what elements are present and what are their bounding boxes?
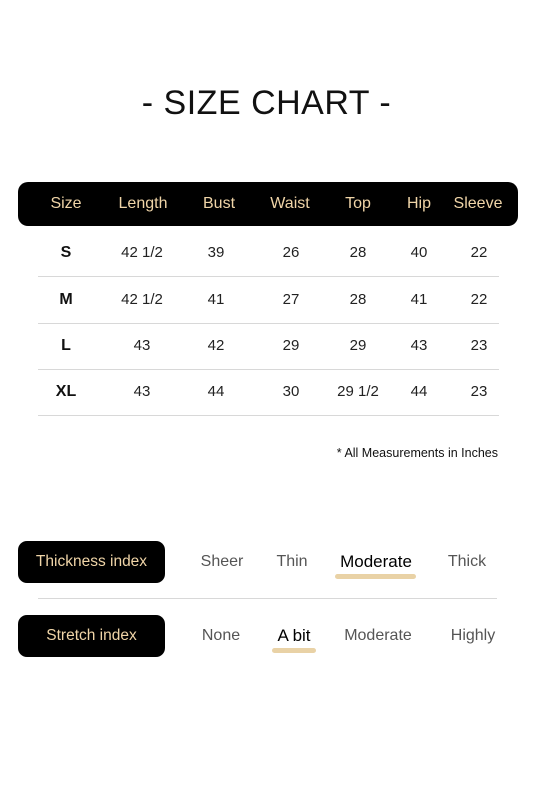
cell-top: 28 — [349, 291, 367, 308]
header-top: Top — [345, 195, 371, 212]
table-row — [38, 277, 499, 324]
cell-bust: 44 — [207, 383, 225, 400]
cell-length: 43 — [133, 337, 151, 354]
stretch-option-a-bit: A bit — [277, 626, 311, 645]
cell-waist: 30 — [282, 383, 300, 400]
stretch-selected-underline — [272, 648, 316, 653]
thickness-index-label: Thickness index — [18, 541, 165, 583]
cell-sleeve: 22 — [470, 244, 488, 261]
header-size: Size — [50, 195, 82, 212]
thickness-option-thin: Thin — [276, 553, 308, 570]
cell-hip: 44 — [410, 383, 428, 400]
table-row — [38, 369, 499, 416]
cell-hip: 43 — [410, 337, 428, 354]
cell-top: 28 — [349, 244, 367, 261]
cell-top: 29 — [349, 337, 367, 354]
cell-waist: 29 — [282, 337, 300, 354]
cell-waist: 26 — [282, 244, 300, 261]
cell-sleeve: 22 — [470, 291, 488, 308]
cell-size: XL — [55, 383, 77, 400]
cell-bust: 39 — [207, 244, 225, 261]
cell-top: 29 1/2 — [337, 383, 379, 400]
section-divider — [38, 598, 497, 599]
page-title: - SIZE CHART - — [141, 84, 392, 122]
cell-bust: 42 — [207, 337, 225, 354]
header-bust: Bust — [202, 195, 236, 212]
cell-sleeve: 23 — [470, 337, 488, 354]
header-sleeve: Sleeve — [453, 195, 503, 212]
cell-hip: 41 — [410, 291, 428, 308]
cell-size: S — [60, 244, 72, 261]
measurement-note: * All Measurements in Inches — [336, 446, 498, 460]
stretch-option-moderate: Moderate — [344, 627, 412, 644]
thickness-option-thick: Thick — [447, 553, 487, 570]
table-row — [38, 323, 499, 370]
header-length: Length — [118, 195, 168, 212]
cell-length: 43 — [133, 383, 151, 400]
thickness-option-sheer: Sheer — [200, 553, 244, 570]
cell-sleeve: 23 — [470, 383, 488, 400]
table-header — [18, 182, 518, 226]
table-row — [38, 230, 499, 277]
header-hip: Hip — [406, 195, 432, 212]
stretch-index-label: Stretch index — [18, 615, 165, 657]
cell-size: L — [61, 337, 71, 354]
thickness-option-moderate: Moderate — [340, 552, 412, 571]
cell-size: M — [59, 291, 73, 308]
stretch-option-none: None — [201, 627, 241, 644]
header-waist: Waist — [270, 195, 310, 212]
cell-length: 42 1/2 — [121, 291, 163, 308]
cell-waist: 27 — [282, 291, 300, 308]
thickness-selected-underline — [335, 574, 416, 579]
stretch-option-highly: Highly — [450, 627, 496, 644]
cell-bust: 41 — [207, 291, 225, 308]
cell-hip: 40 — [410, 244, 428, 261]
cell-length: 42 1/2 — [121, 244, 163, 261]
